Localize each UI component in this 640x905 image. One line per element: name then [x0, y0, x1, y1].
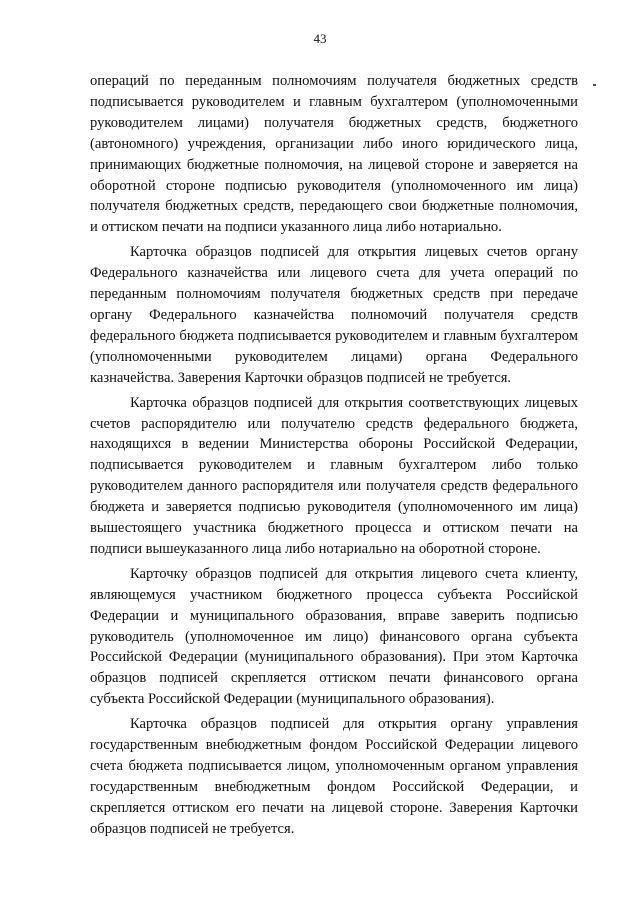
- paragraph: Карточка образцов подписей для открытия органу управления государственным внебюджетным фондом Российской Федерации лицевого счета бюджета подписывается лицом, уполномоченным органом управления государственным внебюджетным фондом Российской Федерации, и скрепляется оттиском его печати на лицевой стороне. Заверения Карточки образцов подписей не требуется.: [90, 716, 578, 837]
- document-body: [90, 71, 578, 844]
- paragraph-continuation: операций по переданным полномочиям получателя бюджетных средств подписывается руководителем и главным бухгалтером (уполномоченными руководителем лицами) получателя бюджетных средств, бюджетного (автономного) учреждения, организации либо иного юридического лица, принимающих бюджетные полномочия, на лицевой стороне и заверяется на оборотной стороне подписью руководителя (уполномоченного им лица) получателя бюджетных средств, передающего свои бюджетные полномочия, и оттиском печати на подписи указанного лица либо нотариально.: [90, 73, 578, 236]
- page-number: 43: [313, 31, 327, 46]
- scan-speck: [593, 84, 596, 86]
- paragraph: Карточка образцов подписей для открытия лицевых счетов органу Федерального казначейства или лицевого счета для учета операций по переданным полномочиям получателя бюджетных средств при передаче органу Федерального казначейства полномочий получателя средств федерального бюджета подписывается руководителем и главным бухгалтером (уполномоченными руководителем лицами) органа Федерального казначейства. Заверения Карточки образцов подписей не требуется.: [90, 244, 578, 386]
- paragraph: Карточка образцов подписей для открытия соответствующих лицевых счетов распорядителю или получателю средств федерального бюджета, находящихся в ведении Министерства обороны Российской Федерации, подписывается руководителем и главным бухгалтером либо только руководителем данного распорядителя или получателя средств федерального бюджета и заверяется подписью руководителя (уполномоченного им лица) вышестоящего участника бюджетного процесса и оттиском печати на подписи вышеуказанного лица либо нотариально на оборотной стороне.: [90, 394, 578, 557]
- paragraph: Карточку образцов подписей для открытия лицевого счета клиенту, являющемуся участником бюджетного процесса субъекта Российской Федерации и муниципального образования, вправе заверить подписью руководитель (уполномоченное им лицо) финансового органа субъекта Российской Федерации (муниципального образования). При этом Карточка образцов подписей скрепляется оттиском печати финансового органа субъекта Российской Федерации (муниципального образования).: [90, 565, 578, 708]
